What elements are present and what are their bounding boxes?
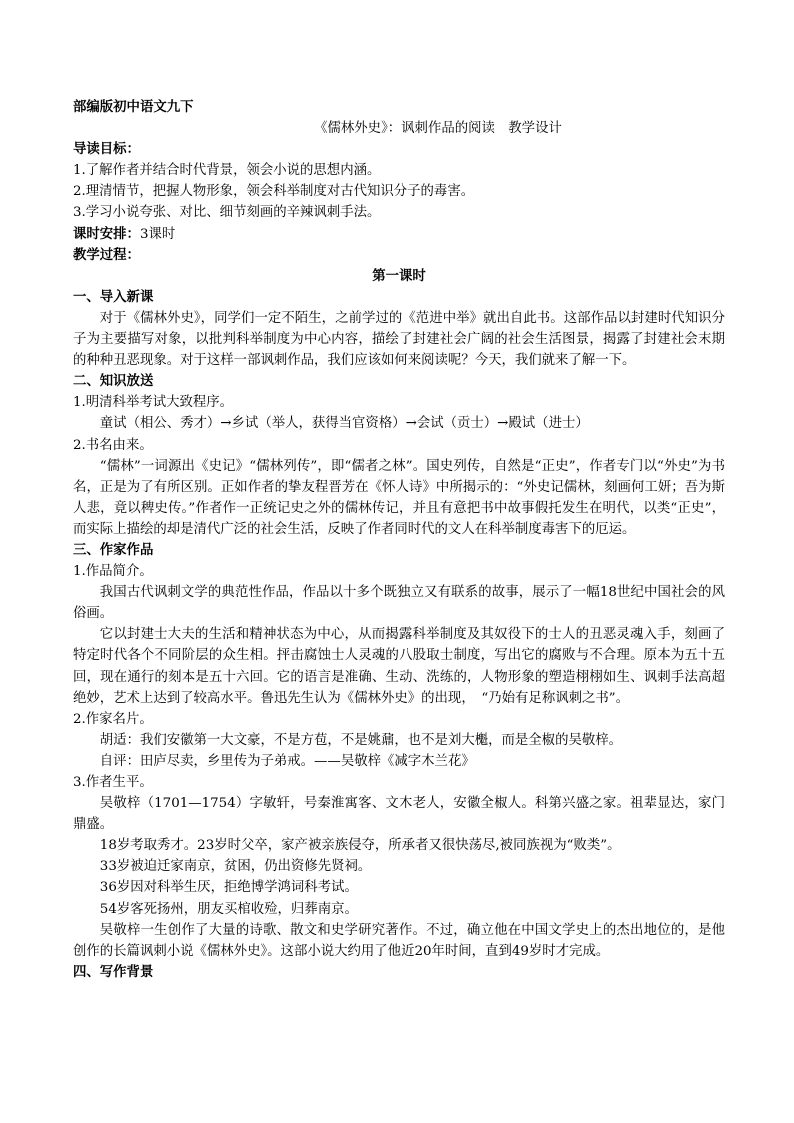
lesson-title: 第一课时 [372, 268, 426, 284]
section1-heading: 一、导入新课 [73, 289, 154, 305]
author-life-line-1: 18岁考取秀才。23岁时父卒，家产被亲族侵夺，所承者又很快荡尽,被同族视为“败类”。 [99, 838, 621, 854]
objectives-heading: 导读目标： [73, 142, 140, 158]
section1-paragraph: 对于《儒林外史》，同学们一定不陌生，之前学过的《范进中举》就出自此书。这部作品以封建时代知识分子为主要描写对象，以批判科举制度为中心内容，描绘了封建社会广阔的社会生活图景，揭露了封建社会末期的种种丑恶现象。对于这样一部讽刺作品，我们应该如何来阅读呢？今天，我们就来了解一下。 [73, 310, 725, 369]
author-life-paragraph: 吴敬梓（1701—1754）字敏轩，号秦淮寓客、文木老人，安徽全椒人。科第兴盛之家。祖辈显达，家门鼎盛。 [73, 796, 725, 833]
section3-heading: 三、作家作品 [73, 542, 154, 558]
section4-heading: 四、写作背景 [73, 964, 154, 980]
objective-item-2: 2.理清情节，把握人物形象，领会科举制度对古代知识分子的毒害。 [73, 184, 475, 200]
document-body [73, 97, 725, 983]
section2-item1: 1.明清科举考试大致程序。 [73, 395, 234, 411]
objective-item-1: 1.了解作者并结合时代背景，领会小说的思想内涵。 [73, 163, 381, 179]
section3-item3: 3.作者生平。 [73, 775, 153, 790]
author-life-line-4: 54岁客死扬州，朋友买棺收殓，归葬南京。 [99, 901, 358, 917]
schedule-row [73, 224, 725, 245]
header-label: 部编版初中语文九下 [73, 100, 194, 115]
section2-item2: 2.书名由来。 [73, 437, 153, 453]
author-life-line-2: 33岁被迫迁家南京，贫困，仍出资修先贤祠。 [99, 859, 372, 875]
process-heading: 教学过程： [73, 247, 140, 263]
section3-item2: 2.作家名片。 [73, 711, 153, 727]
section3-item1: 1.作品简介。 [73, 564, 153, 580]
section2-heading: 二、知识放送 [73, 374, 154, 390]
author-life-line-3: 36岁因对科举生厌，拒绝博学鸿词科考试。 [99, 880, 358, 896]
document-title: 《儒林外史》：讽刺作品的阅读 教学设计 [314, 121, 562, 137]
work-intro-paragraph-1: 我国古代讽刺文学的典范性作品，作品以十多个既独立又有联系的故事，展示了一幅18世纪中国社会的风俗画。 [73, 585, 725, 622]
objective-item-3: 3.学习小说夸张、对比、细节刻画的辛辣讽刺手法。 [73, 205, 381, 221]
work-intro-paragraph-2: 它以封建士大夫的生活和精神状态为中心，从而揭露科举制度及其奴役下的士人的丑恶灵魂入手，刻画了特定时代各个不同阶层的众生相。抨击腐蚀士人灵魂的八股取士制度，写出它的腐败与不合理。原本为五十五回，现在通行的刻本是五十六回。它的语言是准确、生动、洗练的，人物形象的塑造栩栩如生、讽刺手法高超绝妙，艺术上达到了较高水平。鲁迅先生认为《儒林外史》的出现， “乃始有足称讽刺之书”。 [73, 627, 725, 706]
author-works-paragraph: 吴敬梓一生创作了大量的诗歌、散文和史学研究著作。不过，确立他在中国文学史上的杰出地位的，是他创作的长篇讽刺小说《儒林外史》。这部小说大约用了他近20年时间，直到49岁时才完成。 [73, 922, 725, 959]
author-card-line-2: 自评：田庐尽卖，乡里传为子弟戒。——吴敬梓《减字木兰花》 [99, 753, 475, 769]
title-origin-paragraph: “儒林”一词源出《史记》“儒林列传”，即“儒者之林”。国史列传，自然是“正史”，作者专门以“外史”为书名，正是为了有所区别。正如作者的挚友程晋芳在《怀人诗》中所揭示的：“外史记儒林，刻画何工妍；吾为斯人悲，竟以稗史传。”作者作一正统记史之外的儒林传记，并且有意把书中故事假托发生在明代，以类“正史”，而实际上描绘的却是清代广泛的社会生活，反映了作者同时代的文人在科举制度毒害下的厄运。 [73, 458, 725, 537]
schedule-label: 课时安排： [73, 226, 140, 242]
exam-procedure: 童试（相公、秀才）→乡试（举人，获得当官资格）→会试（贡士）→殿试（进士） [99, 416, 589, 432]
author-card-line-1: 胡适：我们安徽第一大文豪，不是方苞，不是姚鼐，也不是刘大櫆，而是全椒的吴敬梓。 [99, 732, 623, 748]
schedule-value: 3课时 [139, 226, 176, 242]
